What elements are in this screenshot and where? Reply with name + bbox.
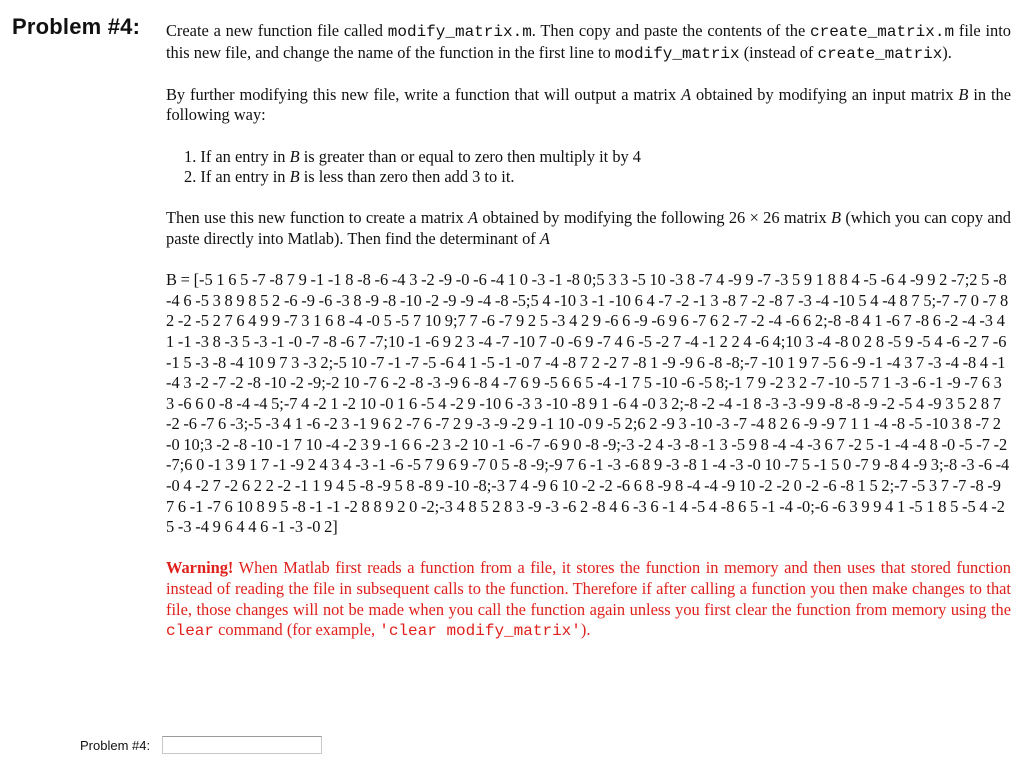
clear-command: clear [166,622,215,641]
answer-label: Problem #4: [80,737,151,753]
var-a: A [681,84,692,104]
var-b: B [958,84,969,104]
problem-content [166,21,1011,642]
answer-input[interactable] [162,736,322,754]
matrix-b-definition: B = [-5 1 6 5 -7 -8 7 9 -1 -1 8 -8 -6 -4 3 -2 -9 -0 -6 -4 1 0 -3 -1 -8 0;5 3 3 -5 10 -3 8 -7 4 -9 9 -7 -3 5 9 1 8 8 4 -5 -6 4 -9 9 2 -7;2 5 -8 -4 6 -5 3 8 9 8 5 2 -6 -9 -6 -3 8 -9 -8 -10 -2 -9 -9 -4 -8 -5;5 4 -10 3 -1 -10 6 4 -7 -2 -1 3 -8 7 -2 -8 7 -3 -4 -10 5 4 -4 8 7 5;-7 -7 0 -7 8 2 -2 -5 2 7 6 4 9 9 -7 3 1 6 8 -4 -0 5 -5 7 10 9;7 7 -6 -7 9 2 5 -3 4 2 9 -6 6 -9 -6 9 6 -7 6 2 -7 -2 -4 -6 6 2;-8 -8 4 1 -6 7 -8 6 -2 -4 -3 4 1 -1 -3 8 -3 5 -3 -1 -0 -7 -8 -6 7 -7;10 -1 -6 9 2 3 -4 -7 -10 7 -0 -6 9 -7 4 6 -5 -2 7 -4 -1 2 2 4 -6 4;10 3 -4 -8 0 2 8 -5 9 -5 4 -6 -2 7 -6 -1 5 -3 -8 -4 10 9 7 3 -3 2;-5 10 -7 -1 -7 -5 -6 4 1 -5 -1 -0 7 -4 -8 7 2 -2 7 -8 1 -9 -9 6 -8 -8;-7 -10 1 9 7 -5 6 -9 -1 -4 3 7 -3 -4 -8 4 -1 -4 3 -2 -7 -2 -8 -10 -2 -9;-2 10 -7 6 -2 -8 -3 -9 6 -8 4 -7 6 9 -5 6 6 5 -4 -1 7 5 -10 -6 -5 8;-1 7 9 -2 3 2 -7 -10 -5 7 1 -3 -6 -1 -9 -7 6 3 3 -6 6 0 -8 -4 -4 5;-7 4 -2 1 -2 10 -0 1 6 -5 4 -2 9 -10 6 -3 3 -10 -8 9 1 -6 4 -0 3 2;-8 -2 -4 -1 8 -3 -3 -9 9 -8 -8 -9 -2 -5 4 -9 3 5 2 8 7 -2 -6 -7 6 -3;-5 -3 4 1 -6 -2 3 -1 9 6 2 -7 6 -7 2 9 -3 -9 -2 9 -1 10 -0 9 -5 2;6 2 -9 3 -10 -3 -7 -4 8 2 6 -9 -9 7 1 1 -4 -8 -5 -10 3 8 -7 2 -0 10;3 -2 -8 -10 -1 7 10 -4 -2 3 9 -1 6 6 -2 3 -2 10 -1 -6 -7 -6 9 0 -8 -9;-3 -2 4 -3 -8 -1 3 -5 9 8 -4 -4 -3 6 7 -2 5 -1 -4 -4 8 -0 -5 -7 -2 -7;6 0 -1 3 9 1 7 -1 -9 2 4 3 4 -3 -1 -6 -5 7 9 6 9 -7 0 5 -8 -9;-9 7 6 -1 -3 -6 8 9 -3 -8 1 -4 -3 -0 10 -7 5 -1 5 0 -7 9 -8 4 -9 3;-8 -3 -6 -4 -0 4 -2 7 -2 6 2 2 -2 -1 1 9 4 5 -8 -9 5 8 -8 9 -10 -8;-3 7 4 -9 6 10 -2 -2 -6 6 8 -9 8 -4 -4 -9 10 -2 -2 0 -2 -6 -8 1 5 2;-7 -5 3 7 -7 -8 -9 7 6 -1 -7 6 10 8 9 5 -8 -1 -1 -2 8 8 9 2 0 -2;-3 4 8 5 2 8 3 -9 -3 -6 2 -8 4 6 -3 6 -1 4 -5 4 -8 6 5 -1 -4 -0;-6 -6 3 9 9 4 1 -5 1 8 5 -5 4 -2 5 -3 -4 9 6 4 4 6 -1 -3 -0 2] [166,270,1010,537]
function-name-create-matrix: create_matrix [817,44,943,63]
rule-item-1: 1. If an entry in B is greater than or equal to zero then multiply it by 4 [184,146,642,166]
instruction-paragraph-3: Then use this new function to create a matrix A obtained by modifying the following 26 × 26 matrix B (which you can copy and paste directly into Matlab). Then find the determinant of A [166,208,1012,248]
filename-create-matrix: create_matrix.m [810,23,955,41]
instruction-paragraph-1: Create a new function file called modify_matrix.m. Then copy and paste the contents of the create_matrix.m file into this new file, and change the name of the function in the first line to modify_matrix (instead of create_matrix). [166,21,1012,63]
problem-title: Problem #4: [12,14,141,39]
rules-list [166,147,1011,188]
function-name-modify-matrix: modify_matrix [614,44,740,63]
rule-item-2: 2. If an entry in B is less than zero then add 3 to it. [184,167,515,187]
instruction-paragraph-2: By further modifying this new file, write a function that will output a matrix A obtained by modifying an input matrix B in the following way: [166,84,1011,125]
filename-modify-matrix: modify_matrix.m [387,23,532,41]
clear-example: 'clear modify_matrix' [379,622,581,641]
warning-note: Warning! When Matlab first reads a function from a file, it stores the function in memory and then uses that stored function instead of reading the file in subsequent calls to the function. Therefore if after calling a function you then make changes to that file, those changes will not be made when you call the function again unless you first clear the function from memory using the clear command (for example, 'clear modify_matrix'). [166,558,1011,641]
answer-row [80,736,322,754]
warning-label: Warning! [166,558,234,578]
